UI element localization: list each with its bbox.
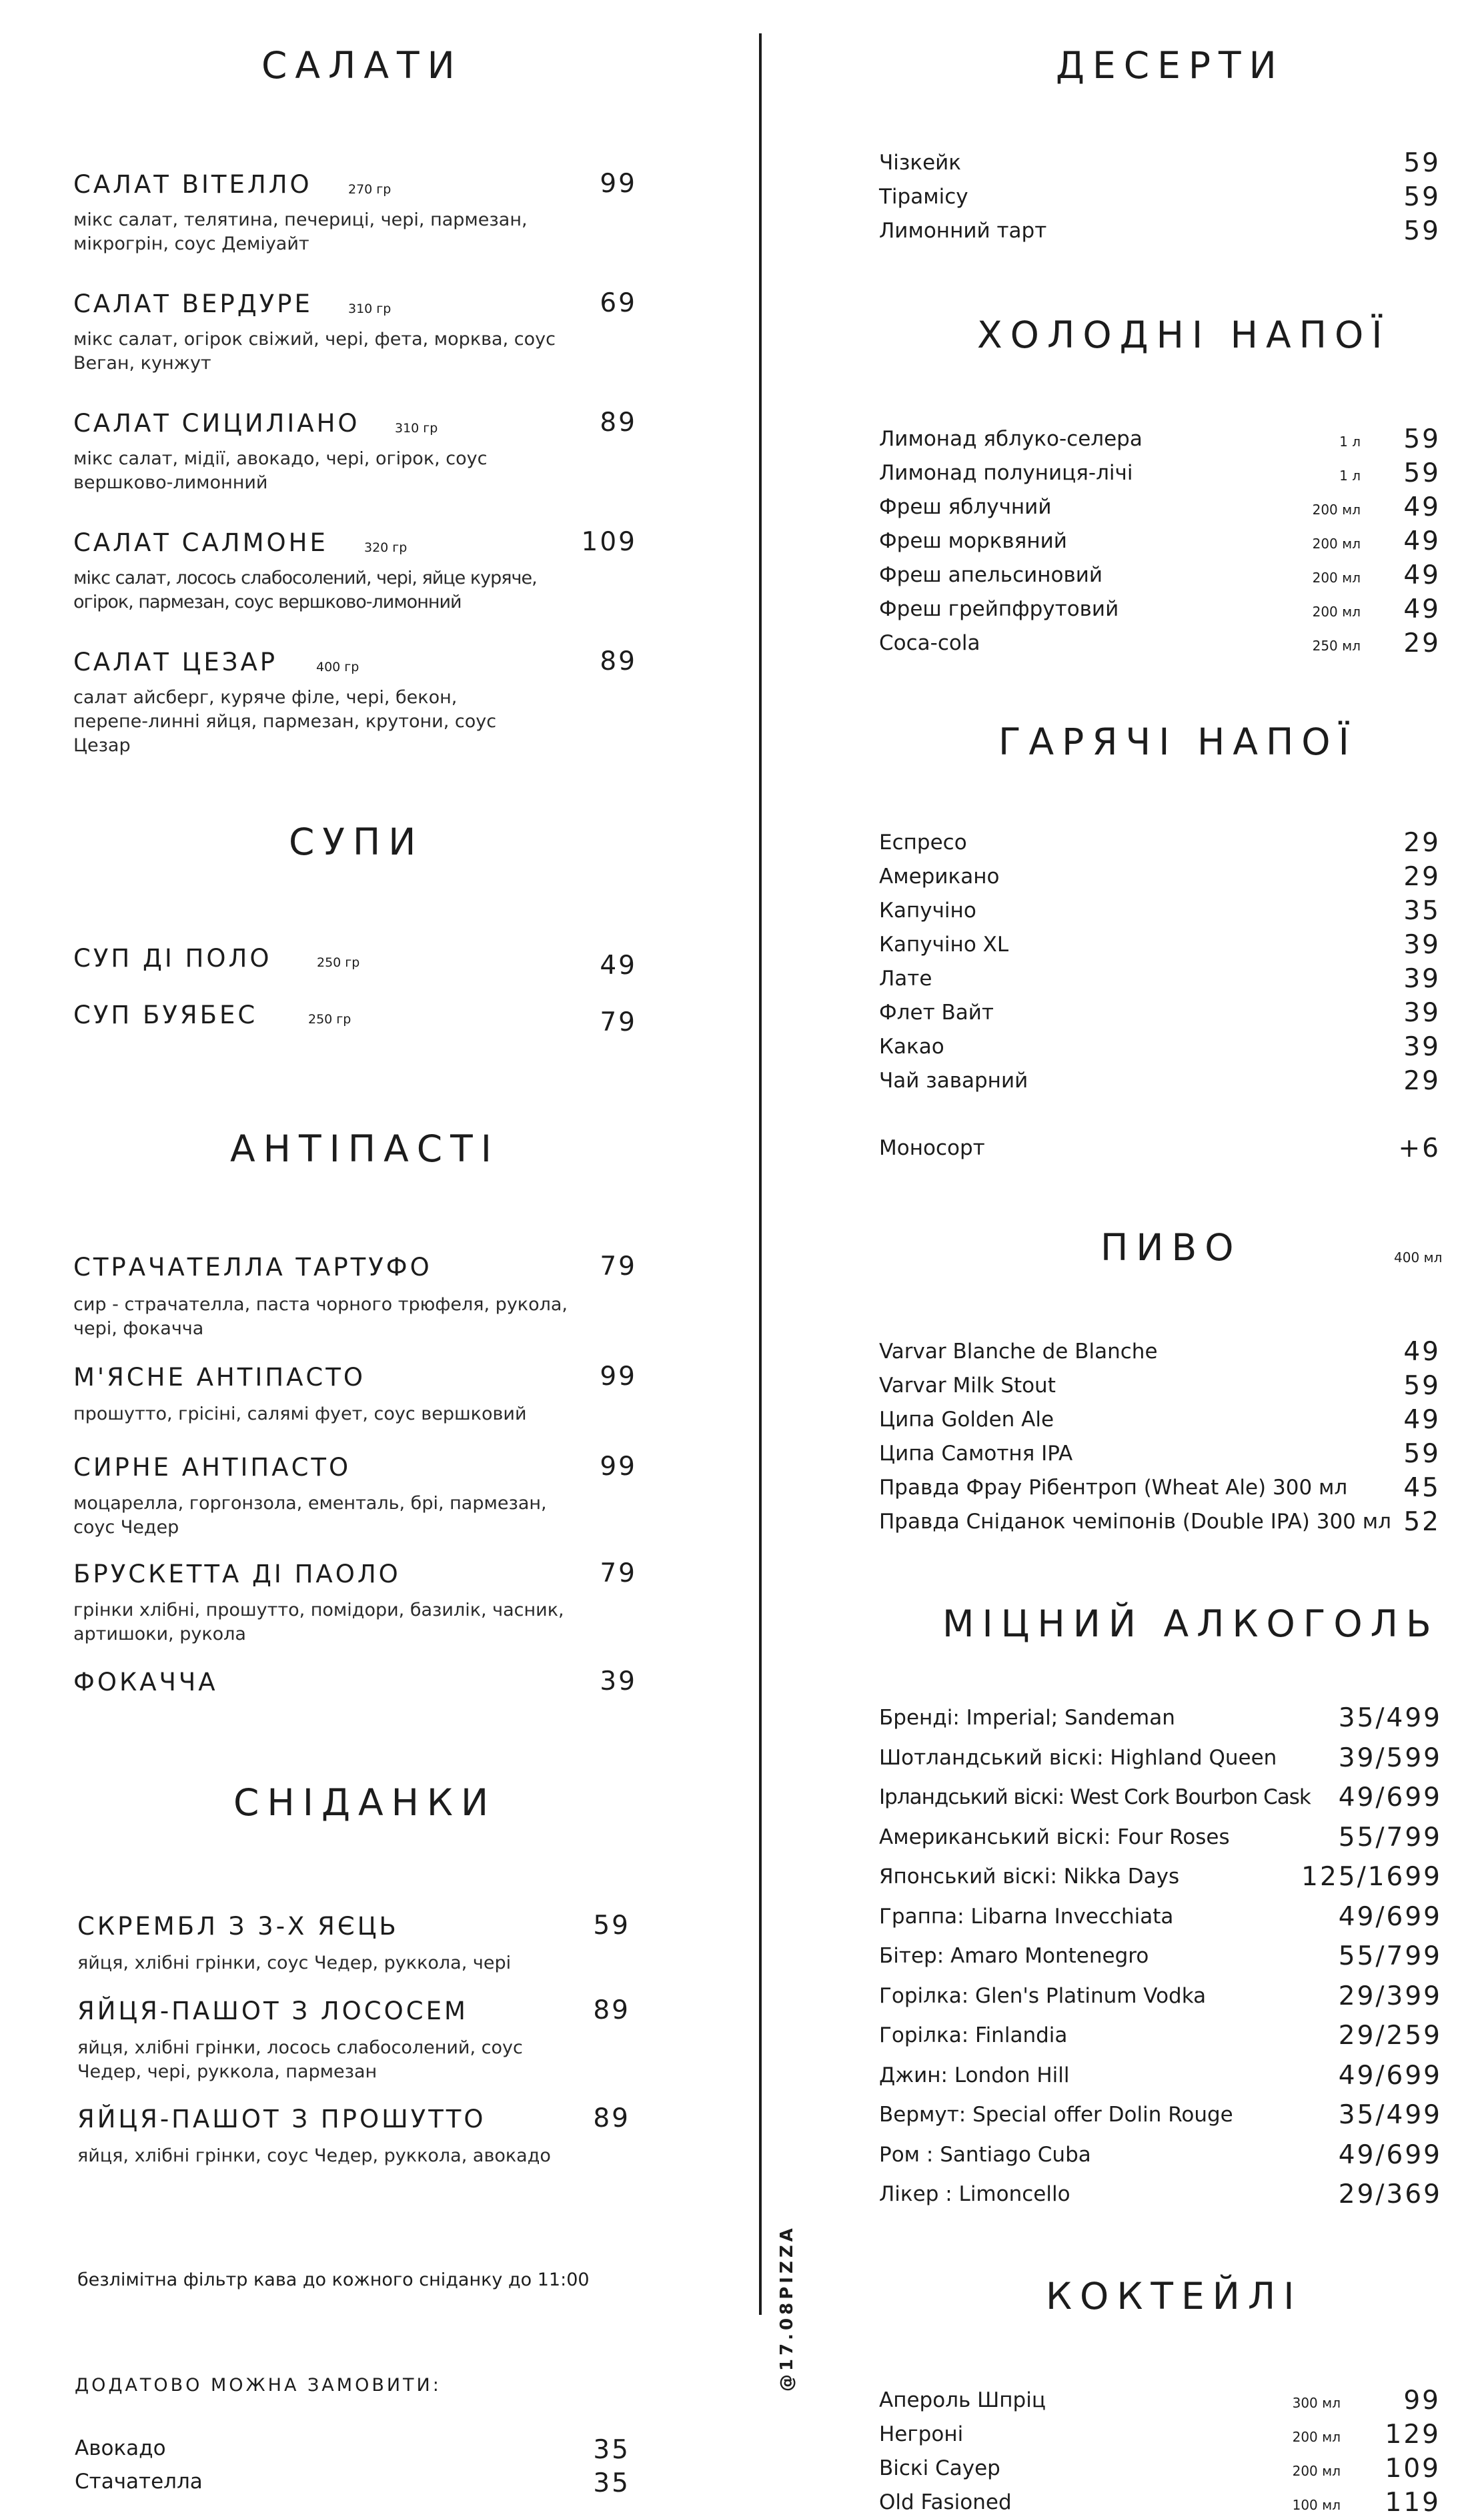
menu-item-name: Фреш яблучний <box>879 495 1052 519</box>
section-title-antipasti: АНТІПАСТІ <box>230 1127 500 1170</box>
section-title-cocktails: КОКТЕЙЛІ <box>1046 2275 1303 2318</box>
menu-item-price: 109 <box>1385 2454 1441 2484</box>
menu-item-name: Лимонад яблуко-селера <box>879 427 1143 451</box>
column-divider <box>759 33 762 2315</box>
section-title-extras: ДОДАТОВО МОЖНА ЗАМОВИТИ: <box>75 2375 442 2396</box>
menu-item-description: яйця, хлібні грінки, лосось слабосолений, соус Чедер, чері, руккола, пармезан <box>77 2037 523 2082</box>
menu-item-name: Лимонний тарт <box>879 219 1047 243</box>
menu-item-price: 125/1699 <box>1301 1862 1442 1892</box>
menu-item-description: мікс салат, телятина, печериці, чері, пармезан, мікрогрін, соус Деміуайт <box>73 209 528 254</box>
menu-item-description: яйця, хлібні грінки, соус Чедер, руккола, авокадо <box>77 2145 551 2166</box>
menu-item-name: Шотландський віскі: Highland Queen <box>879 1745 1277 1770</box>
menu-item-name: ФОКАЧЧА <box>73 1668 218 1696</box>
menu-item-name: Фреш морквяний <box>879 529 1067 553</box>
menu-item-name: Фреш апельсиновий <box>879 563 1103 587</box>
menu-item-name: Апероль Шпріц <box>879 2388 1046 2412</box>
menu-item-price: 99 <box>600 1452 637 1482</box>
menu-item-price: 69 <box>600 288 637 318</box>
menu-item-price: 55/799 <box>1338 1822 1442 1853</box>
menu-item-price: 49/699 <box>1338 2139 1442 2170</box>
section-title-spirits: МІЦНИЙ АЛКОГОЛЬ <box>942 1602 1439 1645</box>
menu-item-name: Правда Фрау Рібентроп (Wheat Ale) 300 мл <box>879 1476 1348 1500</box>
menu-item-description: мікс салат, лосось слабосолений, чері, яйце куряче, огірок, пармезан, соус вершково-лимонний <box>73 568 537 612</box>
menu-item-name: Ципа Golden Ale <box>879 1408 1054 1432</box>
menu-item-name: Лікер : Limoncello <box>879 2182 1070 2206</box>
menu-item-name: Капучіно <box>879 899 976 923</box>
menu-item-price: 59 <box>1403 1439 1441 1469</box>
menu-item-description: мікс салат, мідії, авокадо, чері, огірок, соус вершково-лимонний <box>73 448 488 493</box>
menu-item-price: 89 <box>600 408 637 438</box>
menu-item-weight: 250 гр <box>308 1012 351 1027</box>
menu-item-name: Чай заварний <box>879 1069 1028 1093</box>
beer-volume: 400 мл <box>1394 1249 1443 1266</box>
menu-item-name: СУП ДІ ПОЛО <box>73 944 272 973</box>
menu-item-price: 49 <box>1403 594 1441 624</box>
menu-item-price: 29 <box>1403 628 1441 658</box>
menu-item-price: 29/369 <box>1338 2179 1442 2209</box>
menu-item-name: Граппа: Libarna Invecchiata <box>879 1904 1174 1929</box>
menu-item-weight: 400 гр <box>316 660 359 674</box>
menu-item-name: Віскі Сауер <box>879 2456 1000 2480</box>
section-title-hot-drinks: ГАРЯЧІ НАПОЇ <box>998 720 1357 763</box>
menu-item-price: 39 <box>600 1666 637 1696</box>
menu-item-volume: 200 мл <box>1312 604 1361 620</box>
menu-item-price: 39 <box>1403 964 1441 994</box>
menu-item-name: Горілка: Glen's Platinum Vodka <box>879 1983 1207 2008</box>
menu-item-price: 29 <box>1403 828 1441 858</box>
menu-item-name: Негроні <box>879 2422 964 2446</box>
menu-item-volume: 250 мл <box>1312 638 1361 654</box>
section-title-beer: ПИВО <box>1100 1226 1242 1269</box>
menu-item-price: 59 <box>1403 216 1441 246</box>
menu-item-name: САЛАТ ВЕРДУРЕ <box>73 290 313 318</box>
menu-item-name: СУП БУЯБЕС <box>73 1001 258 1029</box>
menu-item-name: Японський віскі: Nikka Days <box>879 1865 1180 1889</box>
menu-item-weight: 270 гр <box>348 182 392 197</box>
menu-item-price: 59 <box>1403 148 1441 178</box>
menu-item-name: Моносорт <box>879 1136 985 1160</box>
menu-item-name: Капучіно XL <box>879 933 1009 957</box>
menu-item-name: Чізкейк <box>879 151 962 175</box>
section-title-salads: САЛАТИ <box>261 44 463 87</box>
menu-item-price: 49 <box>1403 1337 1441 1367</box>
menu-item-name: Горілка: Finlandia <box>879 2023 1068 2047</box>
menu-item-price: 79 <box>600 1007 637 1037</box>
menu-item-volume: 200 мл <box>1312 502 1361 518</box>
menu-item-name: БРУСКЕТТА ДІ ПАОЛО <box>73 1560 401 1588</box>
menu-item-name: Американський віскі: Four Roses <box>879 1825 1230 1849</box>
menu-item-price: 35 <box>593 2435 630 2465</box>
menu-item-price: 29/399 <box>1338 1981 1442 2011</box>
menu-item-name: Фреш грейпфрутовий <box>879 597 1119 621</box>
menu-item-price: 49/699 <box>1338 1901 1442 1932</box>
menu-item-description: салат айсберг, куряче філе, чері, бекон, перепе-линні яйця, пармезан, крутони, соус Цезар <box>73 687 497 756</box>
menu-item-price: +6 <box>1398 1133 1441 1163</box>
menu-item-description: мікс салат, огірок свіжий, чері, фета, морква, соус Веган, кунжут <box>73 329 556 374</box>
menu-item-price: 39 <box>1403 998 1441 1028</box>
menu-item-name: Лате <box>879 967 932 991</box>
menu-item-price: 119 <box>1385 2488 1441 2518</box>
menu-item-price: 49/699 <box>1338 1783 1442 1813</box>
menu-item-price: 49 <box>1403 526 1441 556</box>
menu-item-price: 45 <box>1403 1473 1441 1503</box>
menu-item-volume: 200 мл <box>1312 570 1361 586</box>
menu-item-weight: 310 гр <box>348 302 392 316</box>
menu-item-name: ЯЙЦЯ-ПАШОТ З ЛОСОСЕМ <box>77 1997 468 2025</box>
menu-item-description: моцарелла, горгонзола, ементаль, брі, пармезан, соус Чедер <box>73 1493 547 1538</box>
menu-item-price: 99 <box>600 169 637 199</box>
menu-item-volume: 1 л <box>1339 434 1361 450</box>
menu-item-price: 49/699 <box>1338 2060 1442 2091</box>
menu-item-name: Ром : Santiago Cuba <box>879 2142 1091 2167</box>
menu-item-price: 59 <box>593 1911 630 1941</box>
menu-item-name: Old Fasioned <box>879 2490 1012 2514</box>
menu-item-price: 59 <box>1403 1371 1441 1401</box>
menu-item-weight: 310 гр <box>395 421 438 436</box>
menu-item-name: Бітер: Amaro Montenegro <box>879 1944 1149 1968</box>
menu-item-name: СТРАЧАТЕЛЛА ТАРТУФО <box>73 1253 432 1282</box>
menu-item-price: 35/499 <box>1338 1703 1442 1733</box>
menu-item-name: Авокадо <box>75 2436 166 2460</box>
menu-item-volume: 1 л <box>1339 468 1361 484</box>
menu-item-name: Вермут: Special offer Dolin Rouge <box>879 2103 1233 2127</box>
menu-item-name: Ципа Самотня IPA <box>879 1442 1073 1466</box>
menu-item-name: Тірамісу <box>879 185 968 209</box>
menu-item-volume: 300 мл <box>1292 2395 1341 2411</box>
menu-item-price: 99 <box>600 1362 637 1392</box>
menu-item-price: 109 <box>581 527 637 557</box>
menu-item-price: 39/599 <box>1338 1742 1442 1773</box>
menu-item-name: Coca-cola <box>879 631 980 655</box>
menu-item-price: 29 <box>1403 862 1441 892</box>
menu-item-volume: 200 мл <box>1292 2463 1341 2479</box>
menu-item-volume: 200 мл <box>1292 2429 1341 2445</box>
menu-item-name: САЛАТ СИЦИЛІАНО <box>73 409 360 438</box>
menu-item-name: Правда Сніданок чеміпонів (Double IPA) 300 мл <box>879 1510 1391 1534</box>
menu-item-weight: 320 гр <box>364 540 408 555</box>
menu-item-name: Ірландський віскі: West Cork Bourbon Cask <box>879 1785 1311 1809</box>
menu-item-price: 129 <box>1385 2420 1441 2450</box>
menu-item-name: САЛАТ САЛМОНЕ <box>73 528 328 557</box>
section-title-cold-drinks: ХОЛОДНІ НАПОЇ <box>977 314 1391 356</box>
section-title-desserts: ДЕСЕРТИ <box>1056 44 1285 87</box>
menu-item-name: САЛАТ ЦЕЗАР <box>73 648 278 676</box>
menu-item-price: 39 <box>1403 1032 1441 1062</box>
menu-item-price: 35 <box>593 2468 630 2498</box>
menu-item-volume: 100 мл <box>1292 2497 1341 2513</box>
menu-item-volume: 200 мл <box>1312 536 1361 552</box>
menu-item-price: 89 <box>593 1995 630 2025</box>
menu-item-name: Бренді: Imperial; Sandeman <box>879 1706 1175 1730</box>
menu-item-price: 52 <box>1403 1507 1441 1537</box>
menu-item-price: 29/259 <box>1338 2021 1442 2051</box>
breakfast-note: безлімітна фільтр кава до кожного сніданку до 11:00 <box>77 2270 590 2290</box>
menu-item-price: 99 <box>1403 2386 1441 2416</box>
menu-item-description: грінки хлібні, прошутто, помідори, базилік, часник, артишоки, рукола <box>73 1600 564 1644</box>
menu-item-price: 79 <box>600 1251 637 1282</box>
menu-item-name: Флет Вайт <box>879 1001 994 1025</box>
menu-item-price: 29 <box>1403 1066 1441 1096</box>
menu-item-price: 59 <box>1403 424 1441 454</box>
menu-item-name: М'ЯСНЕ АНТІПАСТО <box>73 1363 365 1392</box>
menu-item-name: Джин: London Hill <box>879 2063 1070 2087</box>
menu-item-weight: 250 гр <box>317 955 360 970</box>
menu-item-description: прошутто, грісіні, салямі фует, соус вершковий <box>73 1404 527 1424</box>
section-title-breakfasts: СНІДАНКИ <box>233 1781 497 1824</box>
menu-item-price: 79 <box>600 1558 637 1588</box>
menu-item-price: 89 <box>593 2103 630 2133</box>
menu-item-price: 59 <box>1403 458 1441 488</box>
menu-item-price: 49 <box>600 951 637 981</box>
menu-item-price: 89 <box>600 646 637 676</box>
menu-item-price: 49 <box>1403 492 1441 522</box>
menu-item-price: 35 <box>1403 896 1441 926</box>
menu-item-name: СИРНЕ АНТІПАСТО <box>73 1453 351 1482</box>
menu-item-name: Стачателла <box>75 2470 203 2494</box>
menu-item-name: Американо <box>879 865 1000 889</box>
menu-item-price: 49 <box>1403 1405 1441 1435</box>
menu-item-name: ЯЙЦЯ-ПАШОТ З ПРОШУТТО <box>77 2105 486 2133</box>
menu-item-price: 55/799 <box>1338 1941 1442 1971</box>
menu-item-price: 35/499 <box>1338 2100 1442 2130</box>
menu-item-name: Еспресо <box>879 831 967 855</box>
menu-item-name: Лимонад полуниця-лічі <box>879 461 1133 485</box>
menu-item-price: 59 <box>1403 182 1441 212</box>
menu-item-description: яйця, хлібні грінки, соус Чедер, руккола, чері <box>77 1953 512 1973</box>
menu-item-description: сир - страчателла, паста чорного трюфеля, рукола, чері, фокачча <box>73 1294 568 1339</box>
menu-item-name: САЛАТ ВІТЕЛЛО <box>73 170 312 199</box>
section-title-soups: СУПИ <box>289 821 424 863</box>
menu-item-price: 39 <box>1403 930 1441 960</box>
menu-item-name: Varvar Milk Stout <box>879 1374 1056 1398</box>
menu-item-price: 49 <box>1403 560 1441 590</box>
menu-item-name: СКРЕМБЛ З 3-Х ЯЄЦЬ <box>77 1912 399 1941</box>
menu-item-name: Какао <box>879 1035 944 1059</box>
menu-item-name: Varvar Blanche de Blanche <box>879 1340 1158 1364</box>
